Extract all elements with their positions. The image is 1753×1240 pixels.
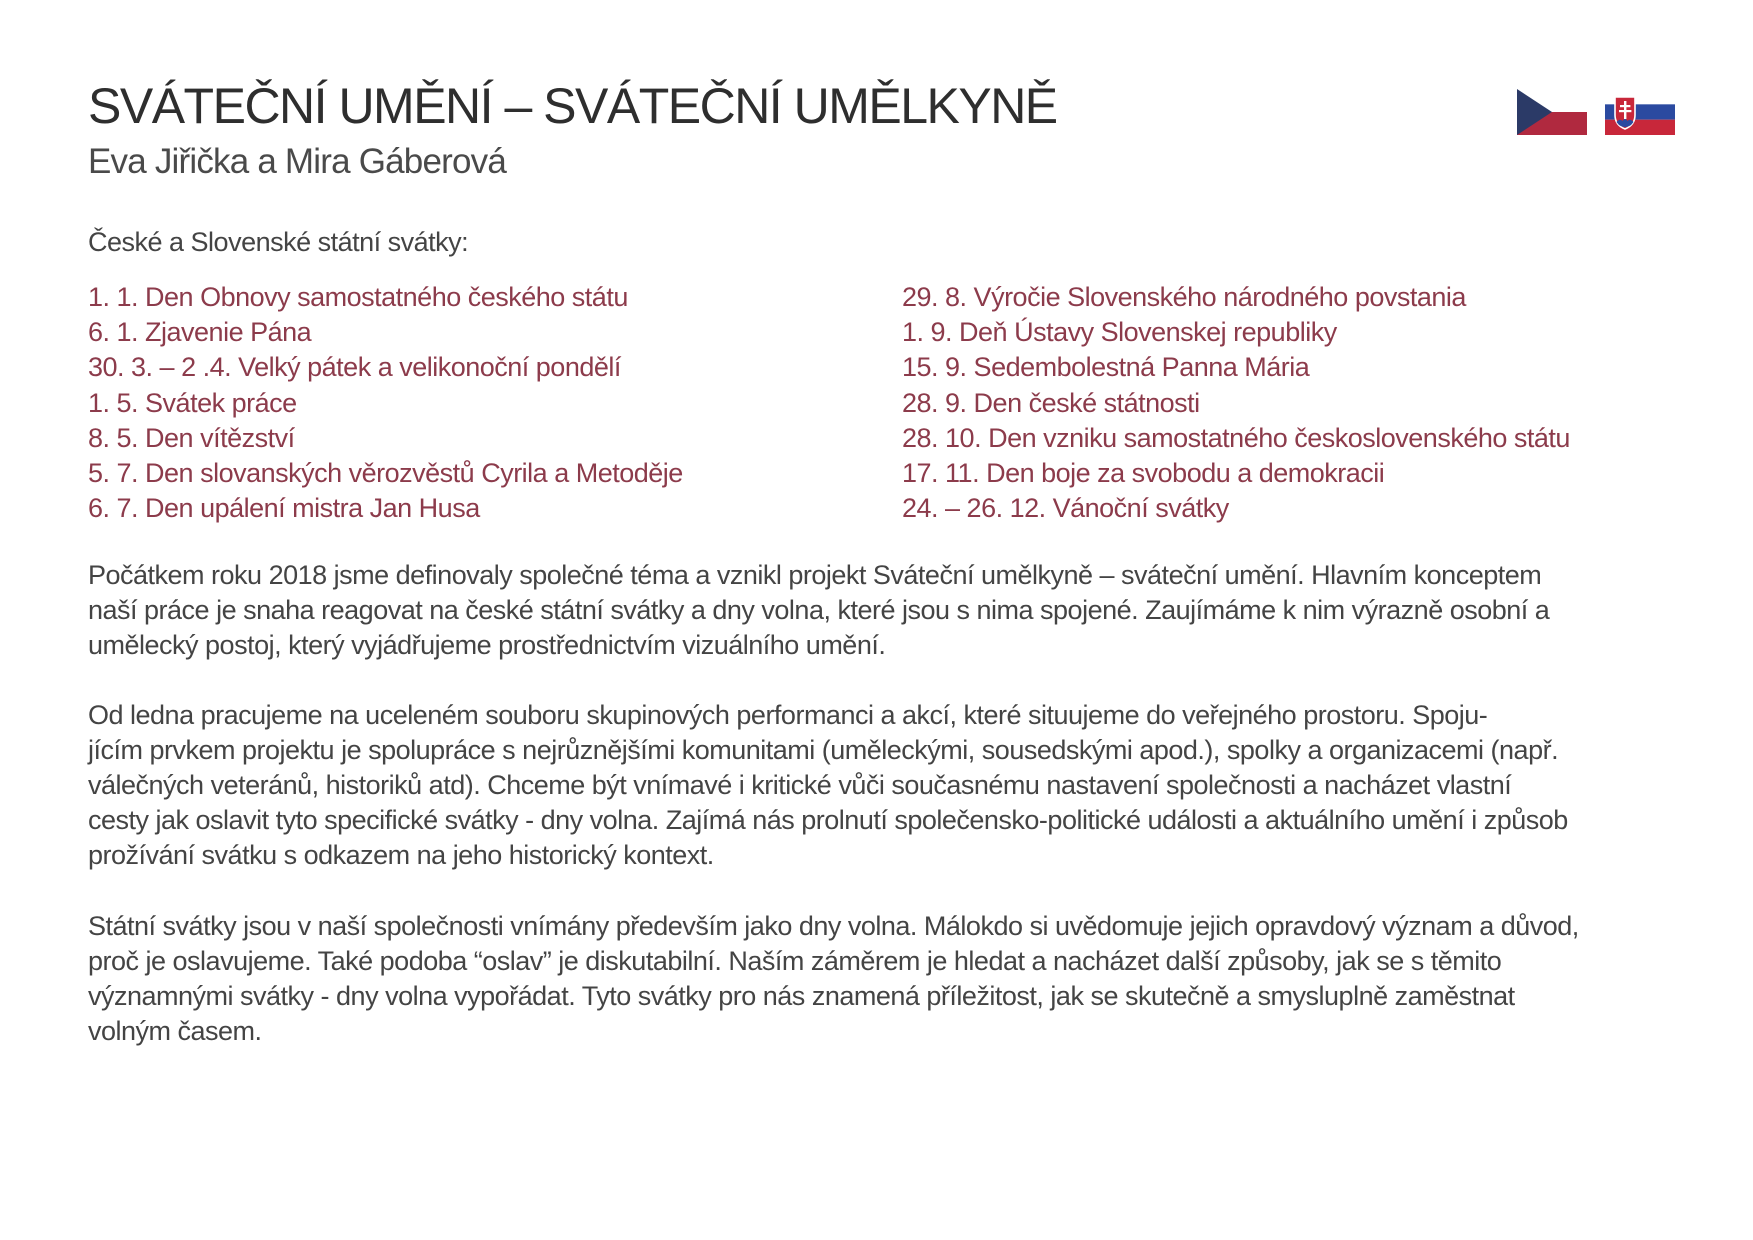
paragraph-line: významnými svátky - dny volna vypořádat. Tyto svátky pro nás znamená příležitost, jak se skutečně a smysluplně zaměstnat [88, 981, 1515, 1011]
holiday-list-right [902, 280, 1570, 526]
paragraph-line: jícím prvkem projektu je spolupráce s nejrůznějšími komunitami (uměleckými, sousedskými apod.), spolky a organizacemi (např. [88, 735, 1559, 765]
paragraph-holidays-meaning [88, 909, 1668, 1049]
paragraph-line: umělecký postoj, který vyjádřujeme prostřednictvím vizuálního umění. [88, 630, 886, 660]
paragraph-line: Počátkem roku 2018 jsme definovaly společné téma a vznikl projekt Sváteční umělkyně – sváteční umění. Hlavním konceptem [88, 560, 1542, 590]
holiday-item: 1. 9. Deň Ústavy Slovenskej republiky [902, 317, 1337, 348]
holiday-item: 15. 9. Sedembolestná Panna Mária [902, 352, 1310, 383]
paragraph-line: válečných veteránů, historiků atd). Chceme být vnímavé i kritické vůči současnému nastavení společnosti a nacházet vlastní [88, 770, 1512, 800]
holiday-item: 17. 11. Den boje za svobodu a demokracii [902, 458, 1385, 489]
paragraph-line: prožívání svátku s odkazem na jeho historický kontext. [88, 840, 714, 870]
holiday-item: 28. 10. Den vzniku samostatného československého státu [902, 422, 1570, 453]
flags [1517, 89, 1675, 135]
paragraph-project-intro [88, 558, 1668, 663]
holiday-item: 30. 3. – 2 .4. Velký pátek a velikonoční pondělí [88, 352, 621, 383]
paragraph-project-work [88, 698, 1668, 873]
page-title: SVÁTEČNÍ UMĚNÍ – SVÁTEČNÍ UMĚLKYNĚ [88, 78, 1057, 134]
holiday-item: 6. 1. Zjavenie Pána [88, 317, 312, 348]
paragraph-line: naší práce je snaha reagovat na české státní svátky a dny volna, které jsou s nima spojené. Zaujímáme k nim výrazně osobní a [88, 595, 1550, 625]
paragraph-line: Od ledna pracujeme na uceleném souboru skupinových performanci a akcí, které situujeme do veřejného prostoru. Spoju- [88, 700, 1488, 730]
page-subtitle: Eva Jiřička a Mira Gáberová [88, 142, 507, 181]
paragraph-line: Státní svátky jsou v naší společnosti vnímány především jako dny volna. Málokdo si uvědomuje jejich opravdový význam a důvod, [88, 911, 1579, 941]
czech-flag-icon [1517, 89, 1587, 135]
holiday-item: 5. 7. Den slovanských věrozvěstů Cyrila a Metoděje [88, 458, 683, 489]
holiday-item: 24. – 26. 12. Vánoční svátky [902, 493, 1229, 524]
holiday-item: 29. 8. Výročie Slovenského národného povstania [902, 282, 1466, 312]
holiday-item: 6. 7. Den upálení mistra Jan Husa [88, 493, 480, 524]
slovak-flag-icon [1605, 89, 1675, 135]
holiday-item: 8. 5. Den vítězství [88, 422, 295, 453]
holiday-item: 28. 9. Den české státnosti [902, 387, 1200, 418]
holiday-item: 1. 1. Den Obnovy samostatného českého státu [88, 282, 628, 312]
paragraph-line: cesty jak oslavit tyto specifické svátky - dny volna. Zajímá nás prolnutí společensko-politické události a aktuálního umění i způsob [88, 805, 1568, 835]
holiday-item: 1. 5. Svátek práce [88, 387, 297, 418]
paragraph-line: proč je oslavujeme. Také podoba “oslav” je diskutabilní. Naším záměrem je hledat a nacházet další způsoby, jak se s těmito [88, 946, 1502, 976]
paragraph-line: volným časem. [88, 1016, 262, 1046]
holidays-intro: České a Slovenské státní svátky: [88, 227, 469, 257]
holiday-list-left [88, 280, 683, 526]
